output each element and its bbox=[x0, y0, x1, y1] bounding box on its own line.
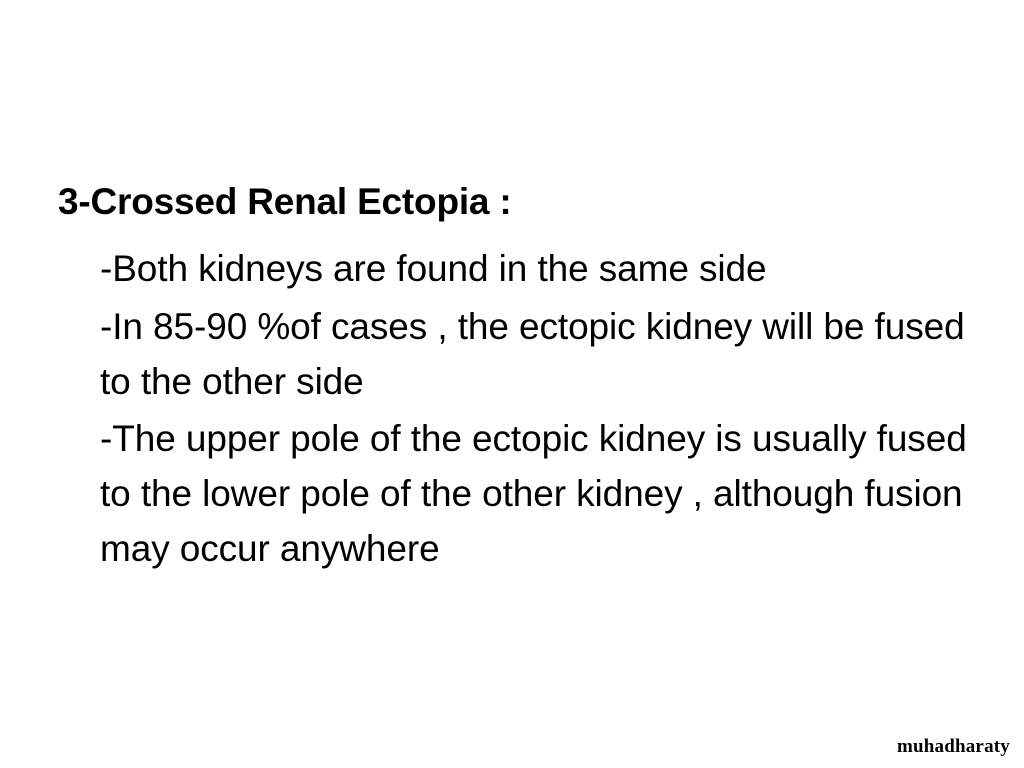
body-line-2: -In 85-90 %of cases , the ectopic kidney will be fused to the other side bbox=[100, 305, 965, 402]
body-line-1: -Both kidneys are found in the same side bbox=[100, 248, 767, 290]
page-title: 3-Crossed Renal Ectopia : bbox=[58, 181, 512, 222]
body-line-3: -The upper pole of the ectopic kidney is usually fused to the lower pole of the other kidney , although fusion may occur anywhere bbox=[100, 418, 967, 569]
slide-content bbox=[58, 178, 974, 580]
watermark: muhadharaty bbox=[896, 736, 1010, 757]
